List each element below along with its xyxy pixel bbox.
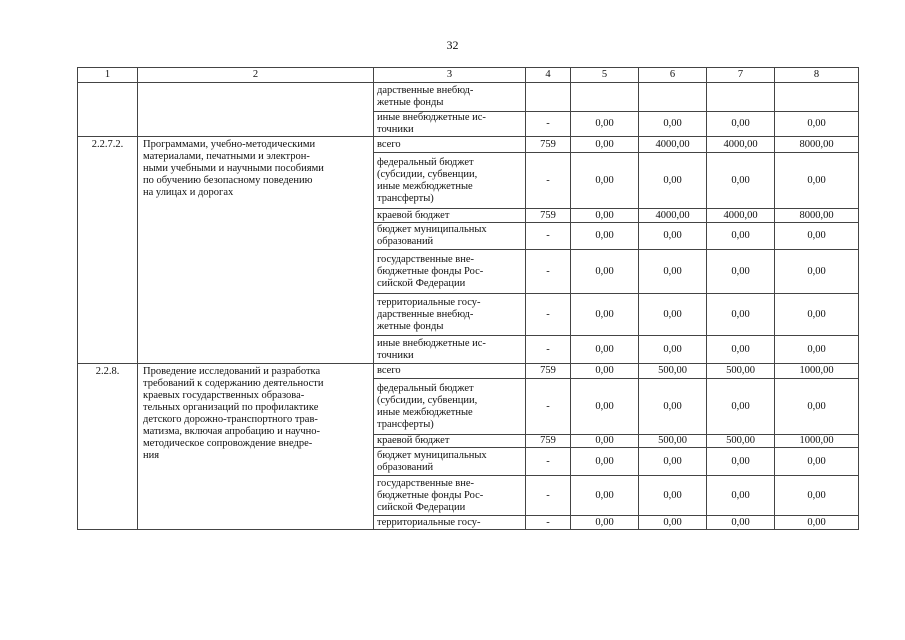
value-col4: - (526, 153, 571, 209)
value-col6 (639, 83, 707, 112)
column-header: 5 (571, 68, 639, 83)
budget-table (77, 67, 859, 530)
text-line: краевых государственных образова- (143, 390, 305, 401)
value-col4: 759 (526, 209, 571, 223)
text-line: иные внебюджетные ис- (377, 337, 486, 349)
text-line: сийской Федерации (377, 277, 466, 289)
funding-source (374, 209, 526, 223)
item-description (138, 364, 374, 530)
value-col5: 0,00 (571, 294, 639, 336)
text-line: трансферты) (377, 418, 434, 430)
text-line: точники (377, 349, 414, 361)
value-col4: - (526, 516, 571, 530)
funding-source (374, 294, 526, 336)
value-col8: 0,00 (775, 223, 859, 250)
text-line: (субсидии, субвенции, (377, 394, 478, 406)
funding-source (374, 223, 526, 250)
column-header: 7 (707, 68, 775, 83)
text-line: детского дорожно-транспортного трав- (143, 414, 318, 425)
text-line: всего (377, 138, 401, 150)
column-header: 3 (374, 68, 526, 83)
value-col8: 1000,00 (775, 364, 859, 379)
item-description (138, 83, 374, 137)
value-col6: 0,00 (639, 516, 707, 530)
text-line: матизма, включая апробацию и научно- (143, 426, 321, 437)
value-col5: 0,00 (571, 223, 639, 250)
funding-source (374, 364, 526, 379)
column-header: 6 (639, 68, 707, 83)
text-line: трансферты) (377, 192, 434, 204)
text-line: территориальные госу- (377, 516, 481, 528)
value-col8: 0,00 (775, 112, 859, 137)
table-row (78, 364, 859, 379)
item-code: 2.2.8. (78, 364, 138, 530)
value-col5: 0,00 (571, 209, 639, 223)
value-col6: 0,00 (639, 250, 707, 294)
value-col7: 0,00 (707, 153, 775, 209)
text-line: иные межбюджетные (377, 406, 473, 418)
value-col6: 0,00 (639, 294, 707, 336)
text-line: государственные вне- (377, 477, 475, 489)
text-line: тельных организаций по профилактике (143, 402, 319, 413)
text-line: (субсидии, субвенции, (377, 168, 478, 180)
text-line: Программами, учебно-методическими (143, 139, 316, 150)
value-col6: 4000,00 (639, 137, 707, 153)
value-col8 (775, 83, 859, 112)
text-line: ными учебными и научными пособиями (143, 163, 324, 174)
value-col6: 500,00 (639, 364, 707, 379)
value-col4: - (526, 294, 571, 336)
value-col6: 0,00 (639, 153, 707, 209)
funding-source (374, 435, 526, 448)
column-header: 2 (138, 68, 374, 83)
value-col5: 0,00 (571, 448, 639, 476)
text-line: государственные вне- (377, 253, 475, 265)
text-line: материалами, печатными и электрон- (143, 151, 310, 162)
value-col4: - (526, 448, 571, 476)
column-header: 1 (78, 68, 138, 83)
funding-source (374, 153, 526, 209)
item-code (78, 83, 138, 137)
text-line: иные внебюджетные ис- (377, 112, 486, 123)
text-line: бюджетные фонды Рос- (377, 489, 484, 501)
text-line: иные межбюджетные (377, 180, 473, 192)
value-col6: 0,00 (639, 448, 707, 476)
funding-source (374, 83, 526, 112)
value-col7: 4000,00 (707, 137, 775, 153)
value-col8: 0,00 (775, 379, 859, 435)
value-col6: 0,00 (639, 476, 707, 516)
text-line: бюджет муниципальных (377, 224, 487, 235)
value-col8: 0,00 (775, 294, 859, 336)
item-code: 2.2.7.2. (78, 137, 138, 364)
text-line: точники (377, 124, 414, 135)
text-line: федеральный бюджет (377, 156, 474, 168)
table-body (78, 68, 859, 530)
page-number: 32 (446, 38, 459, 52)
funding-source (374, 516, 526, 530)
value-col5: 0,00 (571, 364, 639, 379)
value-col4: - (526, 223, 571, 250)
value-col8: 0,00 (775, 153, 859, 209)
text-line: территориальные госу- (377, 296, 481, 308)
value-col5 (571, 83, 639, 112)
value-col7: 0,00 (707, 294, 775, 336)
value-col4: - (526, 336, 571, 364)
text-line: на улицах и дорогах (143, 187, 234, 198)
funding-source (374, 379, 526, 435)
text-line: по обучению безопасному поведению (143, 175, 313, 186)
value-col4 (526, 83, 571, 112)
item-description (138, 137, 374, 364)
funding-source (374, 112, 526, 137)
text-line: ния (143, 450, 160, 461)
value-col8: 8000,00 (775, 137, 859, 153)
text-line: федеральный бюджет (377, 382, 474, 394)
funding-source (374, 476, 526, 516)
value-col4: - (526, 379, 571, 435)
value-col5: 0,00 (571, 435, 639, 448)
value-col7: 500,00 (707, 364, 775, 379)
value-col7: 0,00 (707, 476, 775, 516)
funding-source (374, 336, 526, 364)
funding-source (374, 137, 526, 153)
value-col5: 0,00 (571, 153, 639, 209)
text-line: бюджет муниципальных (377, 449, 487, 461)
funding-source (374, 448, 526, 476)
value-col7: 0,00 (707, 379, 775, 435)
value-col7: 0,00 (707, 448, 775, 476)
value-col8: 0,00 (775, 516, 859, 530)
funding-source (374, 250, 526, 294)
value-col7: 0,00 (707, 250, 775, 294)
value-col8: 0,00 (775, 448, 859, 476)
value-col6: 0,00 (639, 223, 707, 250)
text-line: дарственные внебюд- (377, 85, 474, 96)
value-col4: - (526, 250, 571, 294)
value-col7: 500,00 (707, 435, 775, 448)
value-col8: 0,00 (775, 250, 859, 294)
table-row (78, 83, 859, 112)
value-col4: - (526, 112, 571, 137)
value-col5: 0,00 (571, 379, 639, 435)
value-col5: 0,00 (571, 112, 639, 137)
text-line: сийской Федерации (377, 501, 466, 513)
value-col4: 759 (526, 364, 571, 379)
value-col8: 1000,00 (775, 435, 859, 448)
text-line: методическое сопровождение внедре- (143, 438, 313, 449)
text-line: дарственные внебюд- (377, 308, 474, 320)
text-line: образований (377, 461, 434, 473)
header-row (78, 68, 859, 83)
value-col4: 759 (526, 435, 571, 448)
value-col8: 0,00 (775, 476, 859, 516)
text-line: требований к содержанию деятельности (143, 378, 324, 389)
value-col6: 500,00 (639, 435, 707, 448)
text-line: краевой бюджет (377, 209, 450, 221)
text-line: всего (377, 365, 401, 376)
value-col5: 0,00 (571, 476, 639, 516)
value-col5: 0,00 (571, 336, 639, 364)
value-col5: 0,00 (571, 516, 639, 530)
value-col6: 0,00 (639, 336, 707, 364)
value-col7: 0,00 (707, 223, 775, 250)
value-col8: 8000,00 (775, 209, 859, 223)
value-col7 (707, 83, 775, 112)
column-header: 4 (526, 68, 571, 83)
value-col5: 0,00 (571, 250, 639, 294)
value-col6: 0,00 (639, 379, 707, 435)
value-col7: 0,00 (707, 516, 775, 530)
value-col8: 0,00 (775, 336, 859, 364)
text-line: жетные фонды (377, 320, 444, 332)
text-line: краевой бюджет (377, 435, 450, 446)
value-col5: 0,00 (571, 137, 639, 153)
value-col7: 4000,00 (707, 209, 775, 223)
column-header: 8 (775, 68, 859, 83)
value-col4: - (526, 476, 571, 516)
text-line: бюджетные фонды Рос- (377, 265, 484, 277)
table-row (78, 137, 859, 153)
text-line: Проведение исследований и разработка (143, 366, 321, 377)
value-col6: 0,00 (639, 112, 707, 137)
value-col4: 759 (526, 137, 571, 153)
value-col7: 0,00 (707, 336, 775, 364)
text-line: образований (377, 236, 434, 247)
text-line: жетные фонды (377, 97, 444, 108)
value-col7: 0,00 (707, 112, 775, 137)
value-col6: 4000,00 (639, 209, 707, 223)
